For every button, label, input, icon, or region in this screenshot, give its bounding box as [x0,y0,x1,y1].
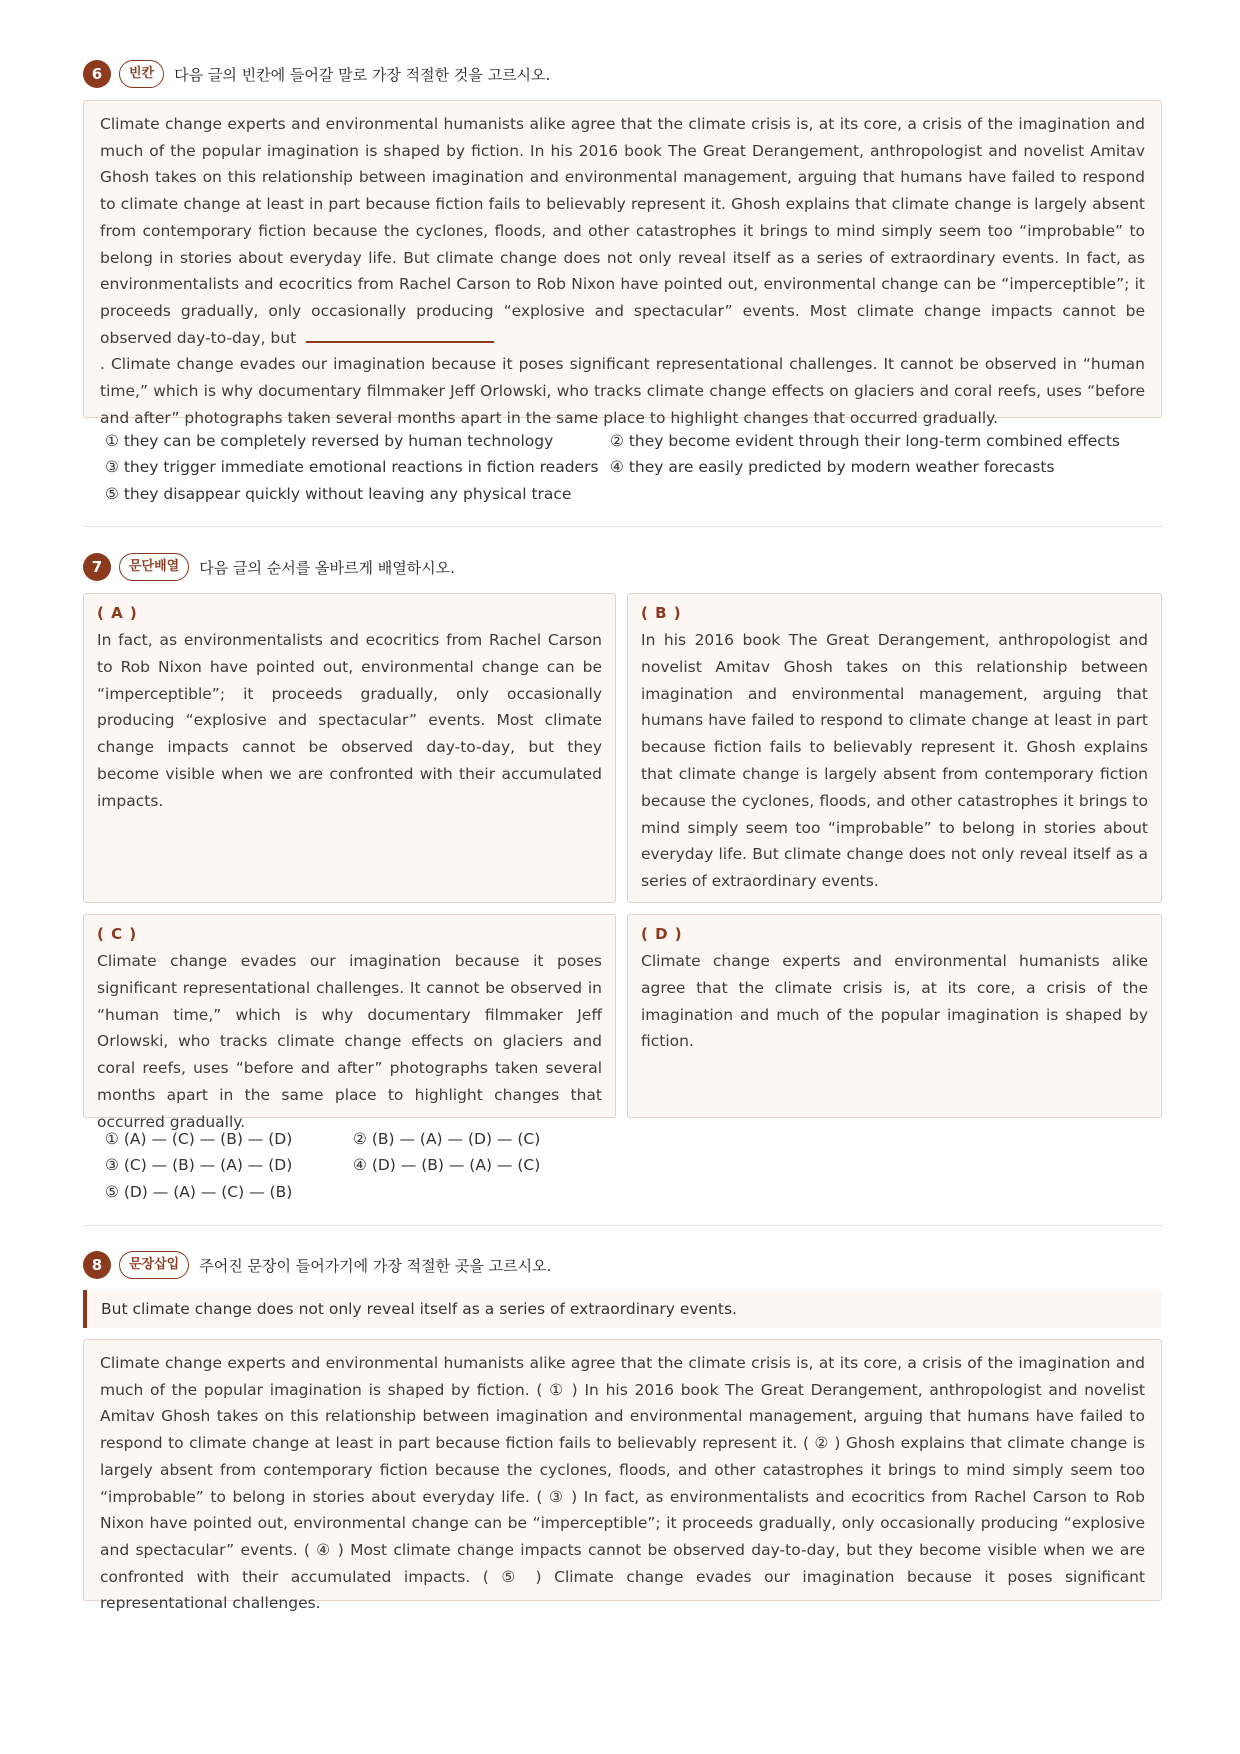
q7-paragraph-b-label: ( B ) [641,604,682,622]
q7-paragraph-c-text: Climate change evades our imagination because it poses significant representational challenges. It cannot be observed in “human time,” which is why documentary filmmaker Jeff Orlowski, who tracks climate change effects on glaciers and coral reefs, uses “before and after” photographs taken several months apart in the same place to highlight changes that occurred gradually. [97,952,602,1131]
q6-instruction: 다음 글의 빈칸에 들어갈 말로 가장 적절한 것을 고르시오. [174,65,551,84]
q7-paragraph-a-label: ( A ) [97,604,138,622]
q7-paragraph-d-text: Climate change experts and environmental humanists alike agree that the climate crisis is, at its core, a crisis of the imagination and much of the popular imagination is shaped by fiction. [641,952,1148,1051]
q6-number: 6 [83,60,111,88]
q6-choice-2[interactable]: ② they become evident through their long-term combined effects [610,432,1120,450]
q6-choice-3[interactable]: ③ they trigger immediate emotional reactions in fiction readers [105,458,599,476]
q7-choice-4[interactable]: ④ (D) — (B) — (A) — (C) [353,1156,541,1174]
q7-paragraph-b [627,593,1162,903]
section-divider-1 [83,526,1162,527]
q6-choice-4[interactable]: ④ they are easily predicted by modern weather forecasts [610,458,1055,476]
q8-header [83,1250,551,1280]
q6-passage [83,100,1162,427]
q7-paragraph-d [627,914,1162,1118]
q7-choice-3[interactable]: ③ (C) — (B) — (A) — (D) [105,1156,293,1174]
q7-type-tag: 문단배열 [119,553,189,581]
q6-passage-before: Climate change experts and environmental humanists alike agree that the climate crisis is, at its core, a crisis of the imagination and much of the popular imagination is shaped by fiction. In his 2016 book The Great Derangement, anthropologist and novelist Amitav Ghosh takes on this relationship between imagination and environmental management, arguing that humans have failed to respond to climate change at least in part because fiction fails to believably represent it. Ghosh explains that climate change is largely absent from contemporary fiction because the cyclones, floods, and other catastrophes it brings to mind simply seem too “improbable” to belong in stories about everyday life. But climate change does not only reveal itself as a series of extraordinary events. In fact, as environmentalists and ecocritics from Rachel Carson to Rob Nixon have pointed out, environmental change can be “imperceptible”; it proceeds gradually, only occasionally producing “explosive and spectacular” events. Most climate change impacts cannot be observed day-to-day, but [100,115,1145,347]
q7-paragraph-a [83,593,616,903]
q7-number: 7 [83,553,111,581]
q8-passage: Climate change experts and environmental humanists alike agree that the climate crisis is, at its core, a crisis of the imagination and much of the popular imagination is shaped by fiction. ( ① ) In his 2016 book The Great Derangement, anthropologist and novelist Amitav Ghosh takes on this relationship between imagination and environmental management, arguing that humans have failed to respond to climate change at least in part because fiction fails to believably represent it. ( ② ) Ghosh explains that climate change is largely absent from contemporary fiction because the cyclones, floods, and other catastrophes it brings to mind simply seem too “improbable” to belong in stories about everyday life. ( ③ ) In fact, as environmentalists and ecocritics from Rachel Carson to Rob Nixon have pointed out, environmental change can be “imperceptible”; it proceeds gradually, only occasionally producing “explosive and spectacular” events. ( ④ ) Most climate change impacts cannot be observed day-to-day, but they become visible when we are confronted with their accumulated impacts. ( ⑤ ) Climate change evades our imagination because it poses significant representational challenges. [83,1339,1162,1601]
q6-choice-1[interactable]: ① they can be completely reversed by human technology [105,432,554,450]
q7-paragraph-a-text: In fact, as environmentalists and ecocritics from Rachel Carson to Rob Nixon have pointed out, environmental change can be “imperceptible”; it proceeds gradually, only occasionally producing “explosive and spectacular” events. Most climate change impacts cannot be observed day-to-day, but they become visible when we are confronted with their accumulated impacts. [97,631,602,810]
q8-instruction: 주어진 문장이 들어가기에 가장 적절한 곳을 고르시오. [199,1256,552,1275]
q6-blank [306,327,494,343]
q6-passage-after: . Climate change evades our imagination because it poses significant representational challenges. It cannot be observed in “human time,” which is why documentary filmmaker Jeff Orlowski, who tracks climate change effects on glaciers and coral reefs, uses “before and after” photographs taken several months apart in the same place to highlight changes that occurred gradually. [100,355,1145,427]
q7-paragraph-c [83,914,616,1131]
section-divider-2 [83,1225,1162,1226]
q7-header [83,552,455,582]
q7-paragraph-d-label: ( D ) [641,925,683,943]
q7-instruction: 다음 글의 순서를 올바르게 배열하시오. [199,558,455,577]
q7-choice-1[interactable]: ① (A) — (C) — (B) — (D) [105,1130,293,1148]
q7-paragraph-b-text: In his 2016 book The Great Derangement, anthropologist and novelist Amitav Ghosh takes on this relationship between imagination and environmental management, arguing that humans have failed to respond to climate change at least in part because fiction fails to believably represent it. Ghosh explains that climate change is largely absent from contemporary fiction because the cyclones, floods, and other catastrophes it brings to mind simply seem too “improbable” to belong in stories about everyday life. But climate change does not only reveal itself as a series of extraordinary events. [641,631,1148,891]
q8-given-sentence: But climate change does not only reveal itself as a series of extraordinary events. [83,1290,1162,1328]
q7-paragraph-c-label: ( C ) [97,925,138,943]
q8-number: 8 [83,1251,111,1279]
q8-type-tag: 문장삽입 [119,1251,189,1279]
q7-choice-5[interactable]: ⑤ (D) — (A) — (C) — (B) [105,1183,293,1201]
q6-choice-5[interactable]: ⑤ they disappear quickly without leaving any physical trace [105,485,572,503]
q6-header [83,59,550,89]
q7-choice-2[interactable]: ② (B) — (A) — (D) — (C) [353,1130,541,1148]
q6-type-tag: 빈칸 [119,60,164,88]
